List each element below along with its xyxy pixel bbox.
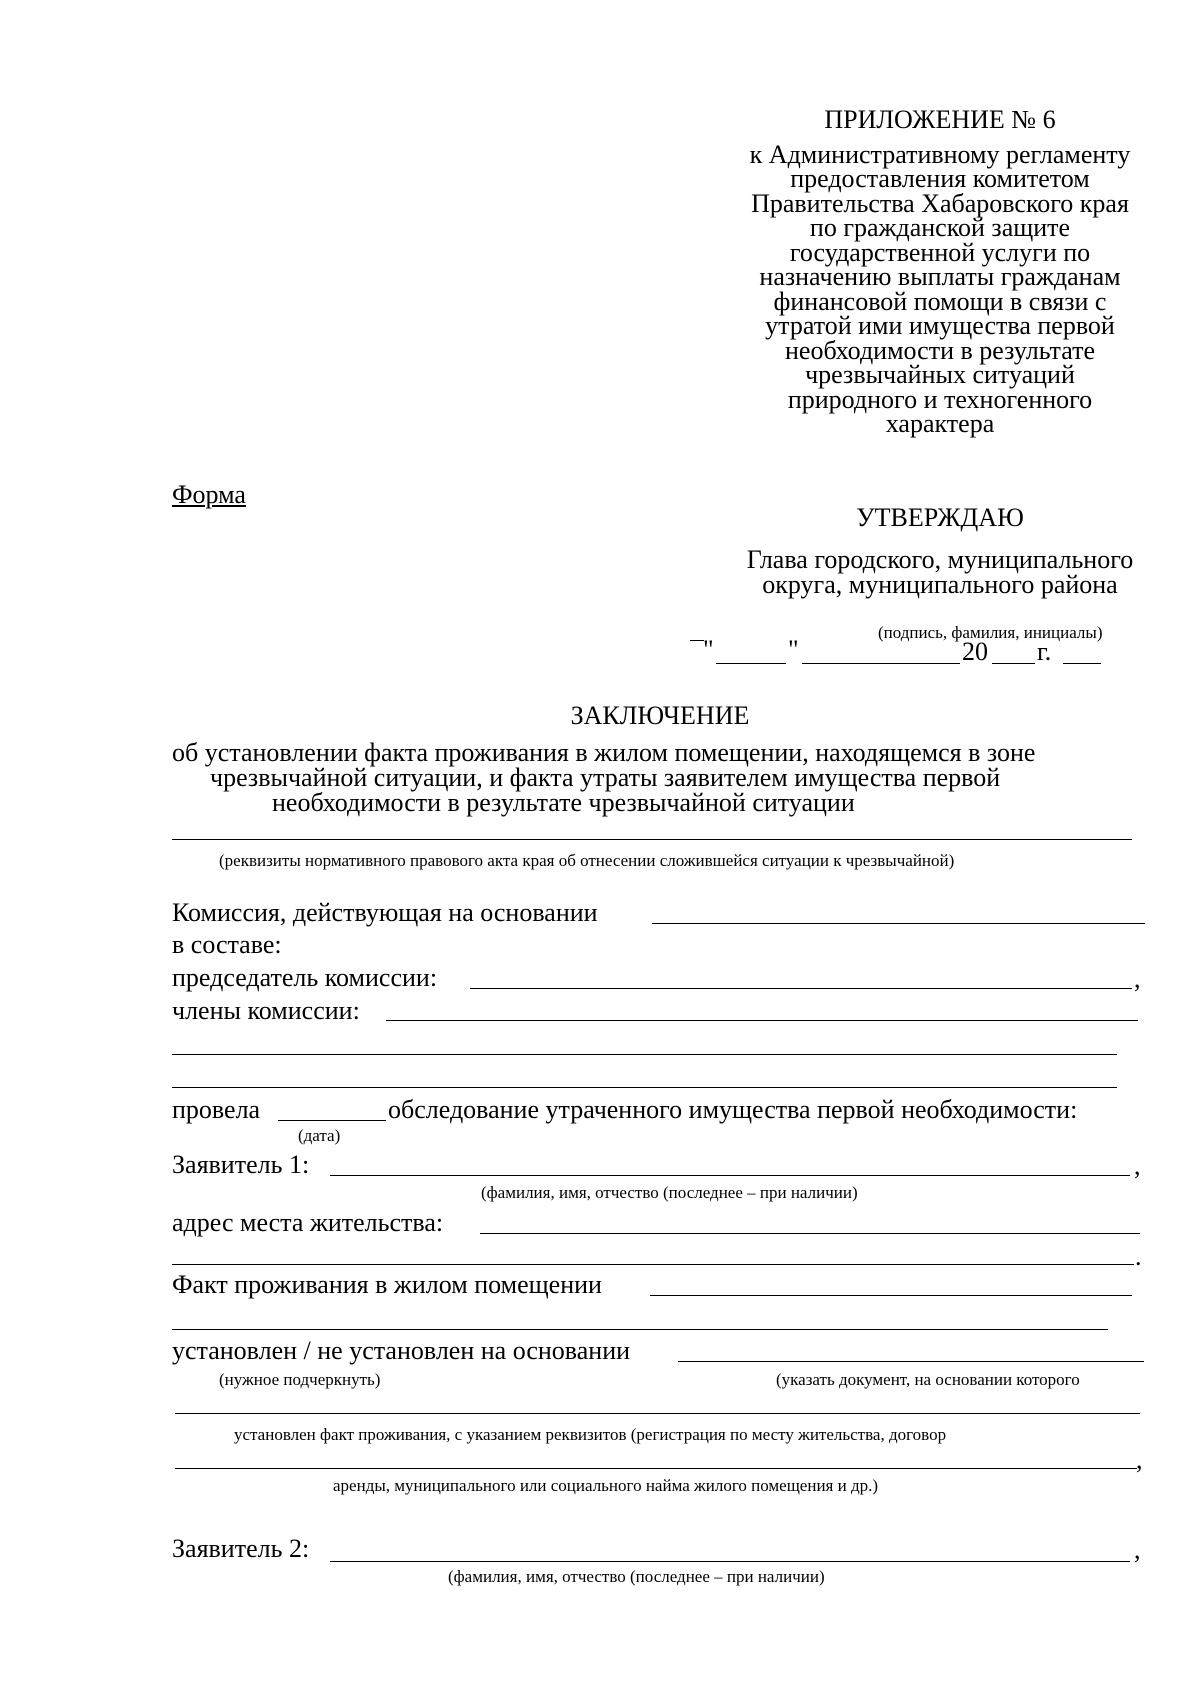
approval-position bbox=[690, 547, 1190, 597]
document-caption-2: установлен факт проживания, с указанием реквизитов (регистрация по месту жительства, договор bbox=[234, 1425, 947, 1444]
conducted-text: обследование утраченного имущества первой необходимости: bbox=[388, 1095, 1078, 1124]
date-year-prefix: 20 bbox=[962, 637, 988, 666]
document-subtitle-line: чрезвычайной ситуации, и факта утраты заявителем имущества первой bbox=[210, 763, 1001, 792]
comma: , bbox=[1134, 964, 1141, 993]
signature-line[interactable] bbox=[690, 640, 704, 641]
document-subtitle-line: необходимости в результате чрезвычайной ситуации bbox=[272, 788, 855, 817]
date-year-field[interactable] bbox=[992, 663, 1035, 664]
appendix-line: Правительства Хабаровского края bbox=[751, 188, 1129, 218]
appendix-line: необходимости в результате bbox=[784, 335, 1096, 365]
date-quote-open: " bbox=[703, 635, 714, 664]
established-label: установлен / не установлен на основании bbox=[172, 1336, 631, 1365]
appendix-line: по гражданской защите bbox=[809, 213, 1071, 242]
established-basis-field[interactable] bbox=[678, 1361, 724, 1362]
date-extra-field[interactable] bbox=[1063, 663, 1101, 664]
applicant1-address-label: адрес места жительства: bbox=[172, 1208, 444, 1237]
date-day-field[interactable] bbox=[716, 663, 786, 664]
document-caption-3: аренды, муниципального или социального найма жилого помещения и др.) bbox=[333, 1476, 879, 1495]
appendix-header bbox=[690, 105, 1190, 438]
underline-caption: (нужное подчеркнуть) bbox=[219, 1370, 381, 1389]
approval-line: округа, муниципального района bbox=[762, 570, 1118, 599]
date-suffix: г. bbox=[1037, 637, 1052, 666]
residence-fact-field-2[interactable] bbox=[692, 1295, 1132, 1296]
commission-members-field[interactable] bbox=[386, 1020, 898, 1021]
form-label: Форма bbox=[172, 480, 246, 509]
appendix-line: назначению выплаты гражданам bbox=[759, 262, 1121, 291]
comma: , bbox=[1134, 1151, 1141, 1180]
applicant1-name-caption: (фамилия, имя, отчество (последнее – при наличии) bbox=[481, 1183, 858, 1202]
commission-composition-label: в составе: bbox=[172, 930, 282, 959]
act-requisites-caption: (реквизиты нормативного правового акта края об отнесении сложившейся ситуации к чрезвычайной) bbox=[219, 851, 955, 870]
applicant1-label: Заявитель 1: bbox=[172, 1150, 310, 1179]
applicant1-address-field-3[interactable] bbox=[172, 1264, 1134, 1265]
date-quote-close: " bbox=[788, 635, 799, 664]
survey-date-field[interactable] bbox=[278, 1120, 386, 1121]
commission-basis-label: Комиссия, действующая на основании bbox=[172, 898, 598, 927]
appendix-line: к Административному регламенту bbox=[749, 139, 1131, 169]
established-document-field-2[interactable] bbox=[175, 1468, 1137, 1469]
applicant2-name-field[interactable] bbox=[330, 1561, 1130, 1562]
applicant1-address-field[interactable] bbox=[480, 1233, 516, 1234]
date-month-field[interactable] bbox=[802, 663, 960, 664]
commission-chair-field[interactable] bbox=[470, 988, 870, 989]
commission-members-label: члены комиссии: bbox=[172, 996, 360, 1025]
comma: , bbox=[1134, 1535, 1141, 1564]
appendix-line: государственной услуги по bbox=[789, 237, 1091, 267]
document-caption-1: (указать документ, на основании которого bbox=[776, 1370, 1080, 1389]
appendix-line: предоставления комитетом bbox=[790, 164, 1090, 193]
commission-chair-field-2[interactable] bbox=[870, 988, 1132, 989]
survey-date-caption: (дата) bbox=[298, 1126, 341, 1145]
commission-basis-field[interactable] bbox=[652, 923, 1145, 924]
appendix-line: чрезвычайных ситуаций bbox=[805, 360, 1075, 389]
established-basis-field-2[interactable] bbox=[724, 1361, 1144, 1362]
commission-members-field-2[interactable] bbox=[898, 1020, 1138, 1021]
document-title: ЗАКЛЮЧЕНИЕ bbox=[570, 701, 750, 730]
signature-caption: (подпись, фамилия, инициалы) bbox=[878, 623, 1103, 642]
comma: , bbox=[1136, 1445, 1143, 1474]
appendix-line: характера bbox=[885, 409, 995, 438]
residence-fact-field-3[interactable] bbox=[172, 1329, 1108, 1330]
commission-chair-label: председатель комиссии: bbox=[172, 963, 438, 992]
document-subtitle-line: об установлении факта проживания в жилом помещении, находящемся в зоне bbox=[172, 738, 1036, 767]
act-requisites-field[interactable] bbox=[172, 839, 1132, 840]
commission-members-field-3[interactable] bbox=[172, 1054, 1117, 1055]
commission-members-field-4[interactable] bbox=[172, 1087, 1117, 1088]
approval-line: Глава городского, муниципального bbox=[746, 545, 1134, 574]
applicant1-address-field-2[interactable] bbox=[516, 1233, 1140, 1234]
conducted-label: провела bbox=[172, 1095, 261, 1124]
approval-title: УТВЕРЖДАЮ bbox=[856, 503, 1024, 532]
period: . bbox=[1135, 1242, 1142, 1271]
appendix-line: утратой ими имущества первой bbox=[765, 311, 1115, 340]
residence-fact-field[interactable] bbox=[650, 1295, 692, 1296]
appendix-line: природного и техногенного bbox=[787, 384, 1093, 414]
appendix-title: ПРИЛОЖЕНИЕ № 6 bbox=[824, 105, 1056, 134]
applicant2-label: Заявитель 2: bbox=[172, 1534, 310, 1563]
residence-fact-label: Факт проживания в жилом помещении bbox=[172, 1270, 602, 1299]
applicant2-name-caption: (фамилия, имя, отчество (последнее – при наличии) bbox=[448, 1567, 825, 1586]
established-document-field[interactable] bbox=[175, 1413, 1140, 1414]
appendix-line: финансовой помощи в связи с bbox=[773, 286, 1107, 316]
applicant1-name-field[interactable] bbox=[330, 1175, 1130, 1176]
